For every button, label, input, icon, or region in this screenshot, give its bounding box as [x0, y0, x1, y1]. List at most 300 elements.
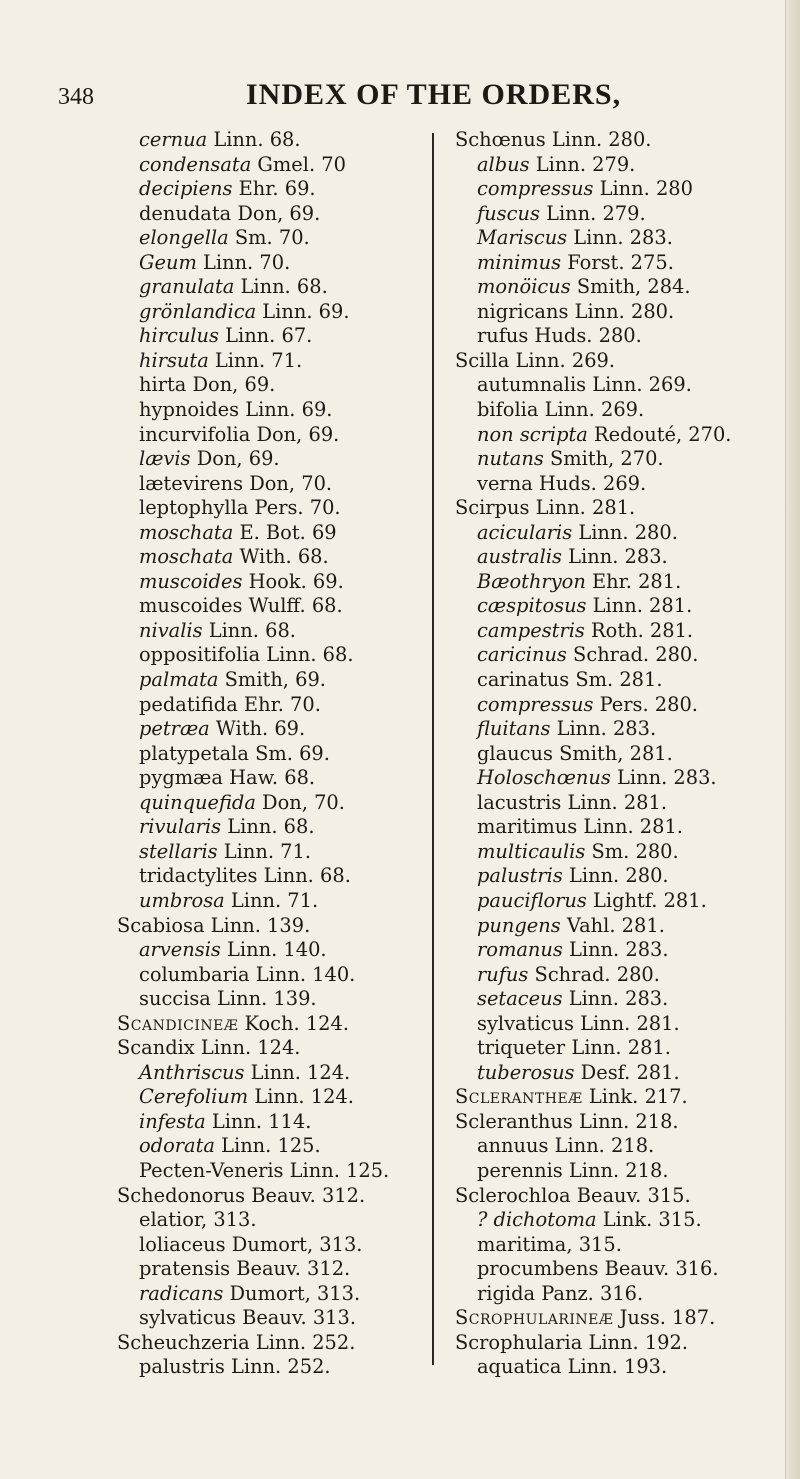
- index-entry-genus: [455, 496, 775, 521]
- entry-name: multicaulis: [477, 839, 586, 863]
- index-entry-species: [117, 1134, 427, 1159]
- entry-name: rivularis: [139, 815, 222, 839]
- index-entry-species: [455, 594, 775, 619]
- entry-name: hirculus: [139, 324, 219, 348]
- entry-reference: Schrad. 280.: [528, 962, 660, 986]
- entry-name: rigida: [477, 1281, 536, 1305]
- entry-reference: Beauv. 312.: [230, 1257, 351, 1281]
- index-entry-species: [117, 545, 427, 570]
- entry-name: Sclerochloa: [455, 1183, 571, 1207]
- entry-reference: Linn. 68.: [257, 864, 351, 888]
- entry-reference: Linn. 192.: [582, 1330, 689, 1354]
- entry-reference: Linn. 69.: [239, 398, 333, 422]
- entry-reference: Panz. 316.: [535, 1281, 644, 1305]
- entry-reference: Don, 69.: [186, 373, 276, 397]
- entry-reference: Roth. 281.: [584, 618, 694, 642]
- index-entry-species: [117, 300, 427, 325]
- entry-name: pedatifida: [139, 692, 238, 716]
- entry-reference: Linn. 280.: [568, 299, 675, 323]
- index-entry-species: [117, 496, 427, 521]
- entry-name: Scrophularineæ: [455, 1306, 614, 1330]
- entry-name: Scheuchzeria: [117, 1330, 250, 1354]
- entry-reference: Link. 315.: [596, 1208, 702, 1232]
- index-entry-species: [117, 594, 427, 619]
- entry-reference: Linn. 283.: [550, 717, 657, 741]
- entry-reference: Smith, 69.: [218, 668, 326, 692]
- entry-name: acicularis: [477, 520, 573, 544]
- entry-reference: Linn. 280.: [562, 864, 669, 888]
- entry-reference: Linn. 280.: [572, 520, 678, 544]
- index-entry-species: [117, 398, 427, 423]
- index-entry-species: [455, 914, 775, 939]
- entry-name: Scleranthеæ: [455, 1085, 583, 1109]
- entry-name: umbrosa: [139, 888, 225, 912]
- index-entry-species: [117, 668, 427, 693]
- index-entry-species: [117, 275, 427, 300]
- entry-reference: E. Bot. 69: [233, 520, 337, 544]
- entry-name: odorata: [139, 1134, 215, 1158]
- index-entry-species: [117, 717, 427, 742]
- entry-name: albus: [477, 152, 530, 176]
- entry-reference: 315.: [572, 1232, 622, 1256]
- index-entry-species: [117, 153, 427, 178]
- entry-name: fluitans: [477, 717, 551, 741]
- entry-name: campestris: [477, 618, 585, 642]
- index-entry-species: [455, 643, 775, 668]
- entry-reference: Linn. 269.: [509, 348, 616, 372]
- entry-name: bifolia: [477, 398, 539, 422]
- entry-name: Scleranthus: [455, 1109, 573, 1133]
- entry-name: succisa: [139, 987, 211, 1011]
- entry-reference: Linn. 68.: [234, 275, 328, 299]
- entry-name: platypetala: [139, 741, 249, 765]
- index-entry-species: [455, 840, 775, 865]
- entry-reference: Linn. 68.: [207, 128, 301, 151]
- entry-name: muscoides: [139, 569, 243, 593]
- entry-reference: Beauv. 313.: [235, 1306, 357, 1330]
- entry-name: compressus: [477, 692, 594, 716]
- index-entry-species: [117, 693, 427, 718]
- index-entry-species: [117, 1282, 427, 1307]
- index-entry-species: [455, 447, 775, 472]
- entry-reference: Huds. 280.: [528, 324, 642, 348]
- index-entry-species: [455, 742, 775, 767]
- index-entry-species: [455, 1257, 775, 1282]
- index-entry-species: [455, 1134, 775, 1159]
- entry-name: ? dichotoma: [477, 1208, 597, 1232]
- entry-reference: Linn. 269.: [538, 398, 645, 422]
- entry-reference: Linn. 283.: [562, 938, 669, 962]
- entry-reference: Linn. 269.: [586, 373, 692, 397]
- entry-name: lævis: [139, 447, 191, 471]
- entry-reference: Linn. 69.: [256, 299, 350, 323]
- entry-name: leptophylla: [139, 496, 249, 520]
- entry-reference: Dumort, 313.: [223, 1281, 361, 1305]
- entry-name: radicans: [139, 1281, 224, 1305]
- entry-name: lacustris: [477, 790, 562, 814]
- index-entry-species: [117, 570, 427, 595]
- index-entry-species: [117, 1306, 427, 1331]
- index-entry-genus: [117, 1331, 427, 1356]
- index-entry-species: [455, 938, 775, 963]
- index-entry-species: [117, 864, 427, 889]
- index-entry-species: [455, 668, 775, 693]
- index-entry-species: [117, 1110, 427, 1135]
- index-entry-species: [455, 1036, 775, 1061]
- entry-reference: Linn. 281.: [577, 815, 683, 839]
- index-entry-species: [117, 643, 427, 668]
- entry-reference: Beauv. 312.: [245, 1183, 366, 1207]
- entry-reference: Smith, 270.: [543, 447, 664, 471]
- index-entry-species: [455, 889, 775, 914]
- index-entry-genus: [455, 1085, 775, 1110]
- entry-name: infesta: [139, 1109, 206, 1133]
- entry-reference: Don, 69.: [231, 201, 321, 225]
- page-number: 348: [58, 84, 94, 110]
- entry-name: maritima,: [477, 1232, 573, 1256]
- entry-name: nutans: [477, 447, 544, 471]
- index-entry-species: [117, 619, 427, 644]
- entry-name: caricinus: [477, 643, 567, 667]
- entry-name: procumbens: [477, 1257, 599, 1281]
- index-entry-species: [455, 987, 775, 1012]
- entry-name: decipiens: [139, 177, 233, 201]
- index-entry-species: [117, 324, 427, 349]
- entry-name: hirsuta: [139, 348, 209, 372]
- entry-name: fuscus: [477, 201, 540, 225]
- entry-reference: Linn. 68.: [202, 618, 296, 642]
- entry-name: Scirpus: [455, 496, 530, 520]
- entry-name: pauciflorus: [477, 888, 587, 912]
- index-entry-species: [455, 717, 775, 742]
- entry-name: rufus: [477, 962, 529, 986]
- entry-name: Scrophularia: [455, 1330, 583, 1354]
- entry-name: minimus: [477, 250, 562, 274]
- index-entry-species: [455, 791, 775, 816]
- index-entry-genus: [455, 1331, 775, 1356]
- index-entry-species: [455, 1355, 775, 1380]
- entry-name: arvensis: [139, 938, 221, 962]
- entry-reference: With. 68.: [233, 545, 329, 569]
- index-entry-species: [455, 373, 775, 398]
- entry-reference: Huds. 269.: [532, 471, 647, 495]
- entry-name: perennis: [477, 1158, 563, 1182]
- entry-reference: Linn. 281.: [586, 594, 693, 618]
- index-entry-species: [455, 251, 775, 276]
- entry-reference: Linn. 124.: [248, 1085, 354, 1109]
- index-entry-genus: [455, 1306, 775, 1331]
- entry-name: Anthriscus: [139, 1060, 245, 1084]
- index-entry-genus: [117, 1012, 427, 1037]
- index-entry-species: [117, 1355, 427, 1380]
- column-divider: [432, 133, 434, 1365]
- index-entry-species: [455, 963, 775, 988]
- entry-name: incurvifolia: [139, 422, 251, 446]
- entry-name: cæspitosus: [477, 594, 587, 618]
- entry-reference: Linn. 218.: [562, 1158, 669, 1182]
- entry-reference: Gmel. 70: [251, 152, 346, 176]
- index-entry-species: [117, 987, 427, 1012]
- entry-reference: Sm. 70.: [228, 226, 310, 250]
- entry-reference: Linn. 279.: [539, 201, 646, 225]
- entry-reference: Ehr. 69.: [232, 177, 316, 201]
- entry-name: denudata: [139, 201, 232, 225]
- index-entry-species: [117, 1085, 427, 1110]
- entry-reference: Don, 69.: [190, 447, 280, 471]
- index-column-right: [455, 128, 775, 1380]
- entry-name: romanus: [477, 938, 563, 962]
- entry-name: pygmæa: [139, 766, 223, 790]
- entry-name: carinatus: [477, 668, 570, 692]
- entry-reference: Linn. 71.: [224, 888, 319, 912]
- entry-name: tuberosus: [477, 1060, 575, 1084]
- entry-reference: Linn. 280: [593, 177, 693, 201]
- entry-reference: Haw. 68.: [222, 766, 316, 790]
- entry-name: elongella: [139, 226, 229, 250]
- index-entry-genus: [117, 1036, 427, 1061]
- entry-reference: Linn. 71.: [217, 839, 311, 863]
- index-entry-species: [117, 791, 427, 816]
- entry-name: pungens: [477, 913, 561, 937]
- entry-reference: Linn. 70.: [196, 250, 291, 274]
- entry-name: loliaceus: [139, 1232, 226, 1256]
- index-entry-species: [455, 766, 775, 791]
- entry-reference: Linn. 139.: [204, 913, 311, 937]
- entry-name: annuus: [477, 1134, 549, 1158]
- index-entry-species: [455, 423, 775, 448]
- entry-reference: Linn. 193.: [561, 1355, 668, 1379]
- entry-reference: Forst. 275.: [561, 250, 674, 274]
- index-entry-species: [117, 349, 427, 374]
- index-entry-species: [117, 742, 427, 767]
- entry-name: Scandicineæ: [117, 1011, 239, 1035]
- entry-reference: Pers. 70.: [248, 496, 341, 520]
- entry-name: Bæothryon: [477, 569, 586, 593]
- entry-reference: Linn. 218.: [572, 1109, 679, 1133]
- entry-reference: Hook. 69.: [242, 569, 344, 593]
- entry-reference: Juss. 187.: [613, 1306, 716, 1330]
- entry-reference: Linn. 68.: [221, 815, 315, 839]
- index-entry-species: [117, 202, 427, 227]
- index-entry-species: [455, 398, 775, 423]
- entry-name: quinquefida: [139, 790, 256, 814]
- entry-reference: Linn. 218.: [548, 1134, 655, 1158]
- entry-reference: Linn. 125.: [283, 1158, 390, 1182]
- index-entry-species: [117, 373, 427, 398]
- index-entry-species: [455, 1012, 775, 1037]
- index-entry-species: [455, 619, 775, 644]
- index-entry-species: [455, 1282, 775, 1307]
- entry-name: verna: [477, 471, 533, 495]
- index-entry-species: [117, 521, 427, 546]
- entry-name: columbaria: [139, 962, 250, 986]
- entry-name: Scilla: [455, 348, 510, 372]
- index-entry-species: [455, 1208, 775, 1233]
- entry-name: glaucus: [477, 741, 553, 765]
- entry-name: triqueter: [477, 1036, 566, 1060]
- entry-reference: Beauv. 316.: [598, 1257, 719, 1281]
- entry-reference: Sm. 281.: [569, 668, 663, 692]
- index-entry-species: [455, 226, 775, 251]
- entry-name: muscoides: [139, 594, 243, 618]
- entry-name: sylvaticus: [477, 1011, 574, 1035]
- index-entry-species: [117, 128, 427, 153]
- entry-name: nigricans: [477, 299, 569, 323]
- entry-reference: Linn. 252.: [249, 1330, 356, 1354]
- entry-reference: Lightf. 281.: [586, 888, 707, 912]
- entry-name: sylvaticus: [139, 1306, 236, 1330]
- index-entry-genus: [117, 914, 427, 939]
- index-entry-species: [455, 1061, 775, 1086]
- entry-name: palustris: [477, 864, 563, 888]
- entry-reference: Ehr. 281.: [585, 569, 682, 593]
- index-entry-genus: [455, 1184, 775, 1209]
- entry-name: cernua: [139, 128, 208, 151]
- entry-name: Mariscus: [477, 226, 568, 250]
- entry-reference: Linn. 139.: [210, 987, 317, 1011]
- entry-reference: Linn. 67.: [218, 324, 313, 348]
- entry-name: hirta: [139, 373, 187, 397]
- entry-reference: Don, 70.: [255, 790, 345, 814]
- index-entry-species: [117, 889, 427, 914]
- index-entry-species: [117, 177, 427, 202]
- entry-name: petræa: [139, 717, 210, 741]
- entry-name: granulata: [139, 275, 235, 299]
- entry-reference: Linn. 281.: [573, 1011, 680, 1035]
- entry-reference: Linn. 125.: [214, 1134, 321, 1158]
- entry-name: Pecten-Veneris: [139, 1158, 284, 1182]
- entry-reference: Sm. 69.: [248, 741, 330, 765]
- index-entry-species: [455, 815, 775, 840]
- entry-reference: Beauv. 315.: [570, 1183, 691, 1207]
- index-entry-species: [117, 1257, 427, 1282]
- index-entry-genus: [455, 1110, 775, 1135]
- entry-reference: Linn. 283.: [562, 987, 669, 1011]
- index-entry-species: [455, 570, 775, 595]
- entry-name: Schedonorus: [117, 1183, 246, 1207]
- entry-name: nivalis: [139, 618, 203, 642]
- entry-reference: Pers. 280.: [593, 692, 698, 716]
- index-entry-species: [455, 275, 775, 300]
- entry-name: condensata: [139, 152, 252, 176]
- entry-name: australis: [477, 545, 562, 569]
- entry-name: palustris: [139, 1355, 225, 1379]
- index-entry-species: [455, 545, 775, 570]
- entry-reference: Dumort, 313.: [225, 1232, 363, 1256]
- page-edge: [785, 0, 800, 1479]
- entry-name: pratensis: [139, 1257, 231, 1281]
- entry-reference: Linn. 140.: [249, 962, 356, 986]
- entry-reference: Linn. 280.: [545, 128, 652, 151]
- entry-reference: Redouté, 270.: [587, 422, 732, 446]
- entry-name: autumnalis: [477, 373, 587, 397]
- index-entry-species: [455, 521, 775, 546]
- entry-name: moschata: [139, 545, 234, 569]
- entry-reference: Smith, 281.: [552, 741, 673, 765]
- index-entry-species: [117, 766, 427, 791]
- entry-reference: Linn. 71.: [208, 348, 303, 372]
- index-entry-species: [117, 1159, 427, 1184]
- index-entry-species: [455, 324, 775, 349]
- index-entry-species: [455, 1159, 775, 1184]
- index-entry-species: [117, 1233, 427, 1258]
- entry-reference: Linn. 283.: [610, 766, 717, 790]
- index-entry-species: [117, 472, 427, 497]
- entry-name: compressus: [477, 177, 594, 201]
- entry-name: setaceus: [477, 987, 563, 1011]
- index-entry-species: [117, 815, 427, 840]
- entry-reference: With. 69.: [209, 717, 306, 741]
- entry-reference: Linn. 124.: [194, 1036, 301, 1060]
- entry-reference: Don, 70.: [243, 471, 333, 495]
- index-entry-species: [117, 938, 427, 963]
- index-entry-species: [117, 840, 427, 865]
- entry-name: Scabiosa: [117, 913, 205, 937]
- index-entry-species: [455, 864, 775, 889]
- index-entry-species: [117, 963, 427, 988]
- index-entry-species: [455, 472, 775, 497]
- entry-name: lætevirens: [139, 471, 244, 495]
- entry-name: oppositifolia: [139, 643, 261, 667]
- entry-name: hypnoides: [139, 398, 240, 422]
- index-entry-species: [117, 226, 427, 251]
- running-title: INDEX OF THE ORDERS,: [246, 78, 622, 111]
- entry-name: rufus: [477, 324, 529, 348]
- entry-name: aquatica: [477, 1355, 562, 1379]
- entry-reference: Linn. 114.: [205, 1109, 312, 1133]
- index-entry-species: [117, 1061, 427, 1086]
- entry-name: Geum: [139, 250, 197, 274]
- entry-reference: Linn. 68.: [260, 643, 354, 667]
- index-entry-species: [455, 202, 775, 227]
- entry-name: non scripta: [477, 422, 588, 446]
- entry-reference: Ehr. 70.: [237, 692, 321, 716]
- index-entry-genus: [117, 1184, 427, 1209]
- index-entry-species: [455, 153, 775, 178]
- entry-name: monöicus: [477, 275, 571, 299]
- index-entry-species: [455, 177, 775, 202]
- index-entry-genus: [455, 349, 775, 374]
- entry-reference: Linn. 281.: [565, 1036, 671, 1060]
- entry-name: grönlandica: [139, 299, 257, 323]
- entry-name: Holoschœnus: [477, 766, 611, 790]
- entry-name: maritimus: [477, 815, 578, 839]
- entry-name: palmata: [139, 668, 219, 692]
- entry-reference: 313.: [207, 1208, 257, 1232]
- entry-reference: Linn. 281.: [561, 790, 668, 814]
- index-entry-species: [117, 423, 427, 448]
- index-entry-species: [117, 251, 427, 276]
- index-entry-species: [455, 693, 775, 718]
- entry-name: Cerefolium: [139, 1085, 249, 1109]
- entry-reference: Link. 217.: [582, 1085, 688, 1109]
- entry-reference: Koch. 124.: [238, 1011, 349, 1035]
- entry-reference: Linn. 252.: [224, 1355, 331, 1379]
- index-entry-species: [455, 1233, 775, 1258]
- entry-reference: Linn. 124.: [244, 1060, 351, 1084]
- entry-reference: Linn. 283.: [567, 226, 673, 250]
- entry-reference: Linn. 140.: [220, 938, 327, 962]
- entry-reference: Wulff. 68.: [242, 594, 343, 618]
- entry-name: Scandix: [117, 1036, 195, 1060]
- entry-reference: Linn. 281.: [529, 496, 636, 520]
- entry-reference: Desf. 281.: [574, 1060, 680, 1084]
- entry-name: stellaris: [139, 839, 218, 863]
- entry-name: tridactylites: [139, 864, 258, 888]
- page-header: [58, 78, 758, 118]
- index-entry-genus: [455, 128, 775, 153]
- entry-reference: Linn. 279.: [529, 152, 636, 176]
